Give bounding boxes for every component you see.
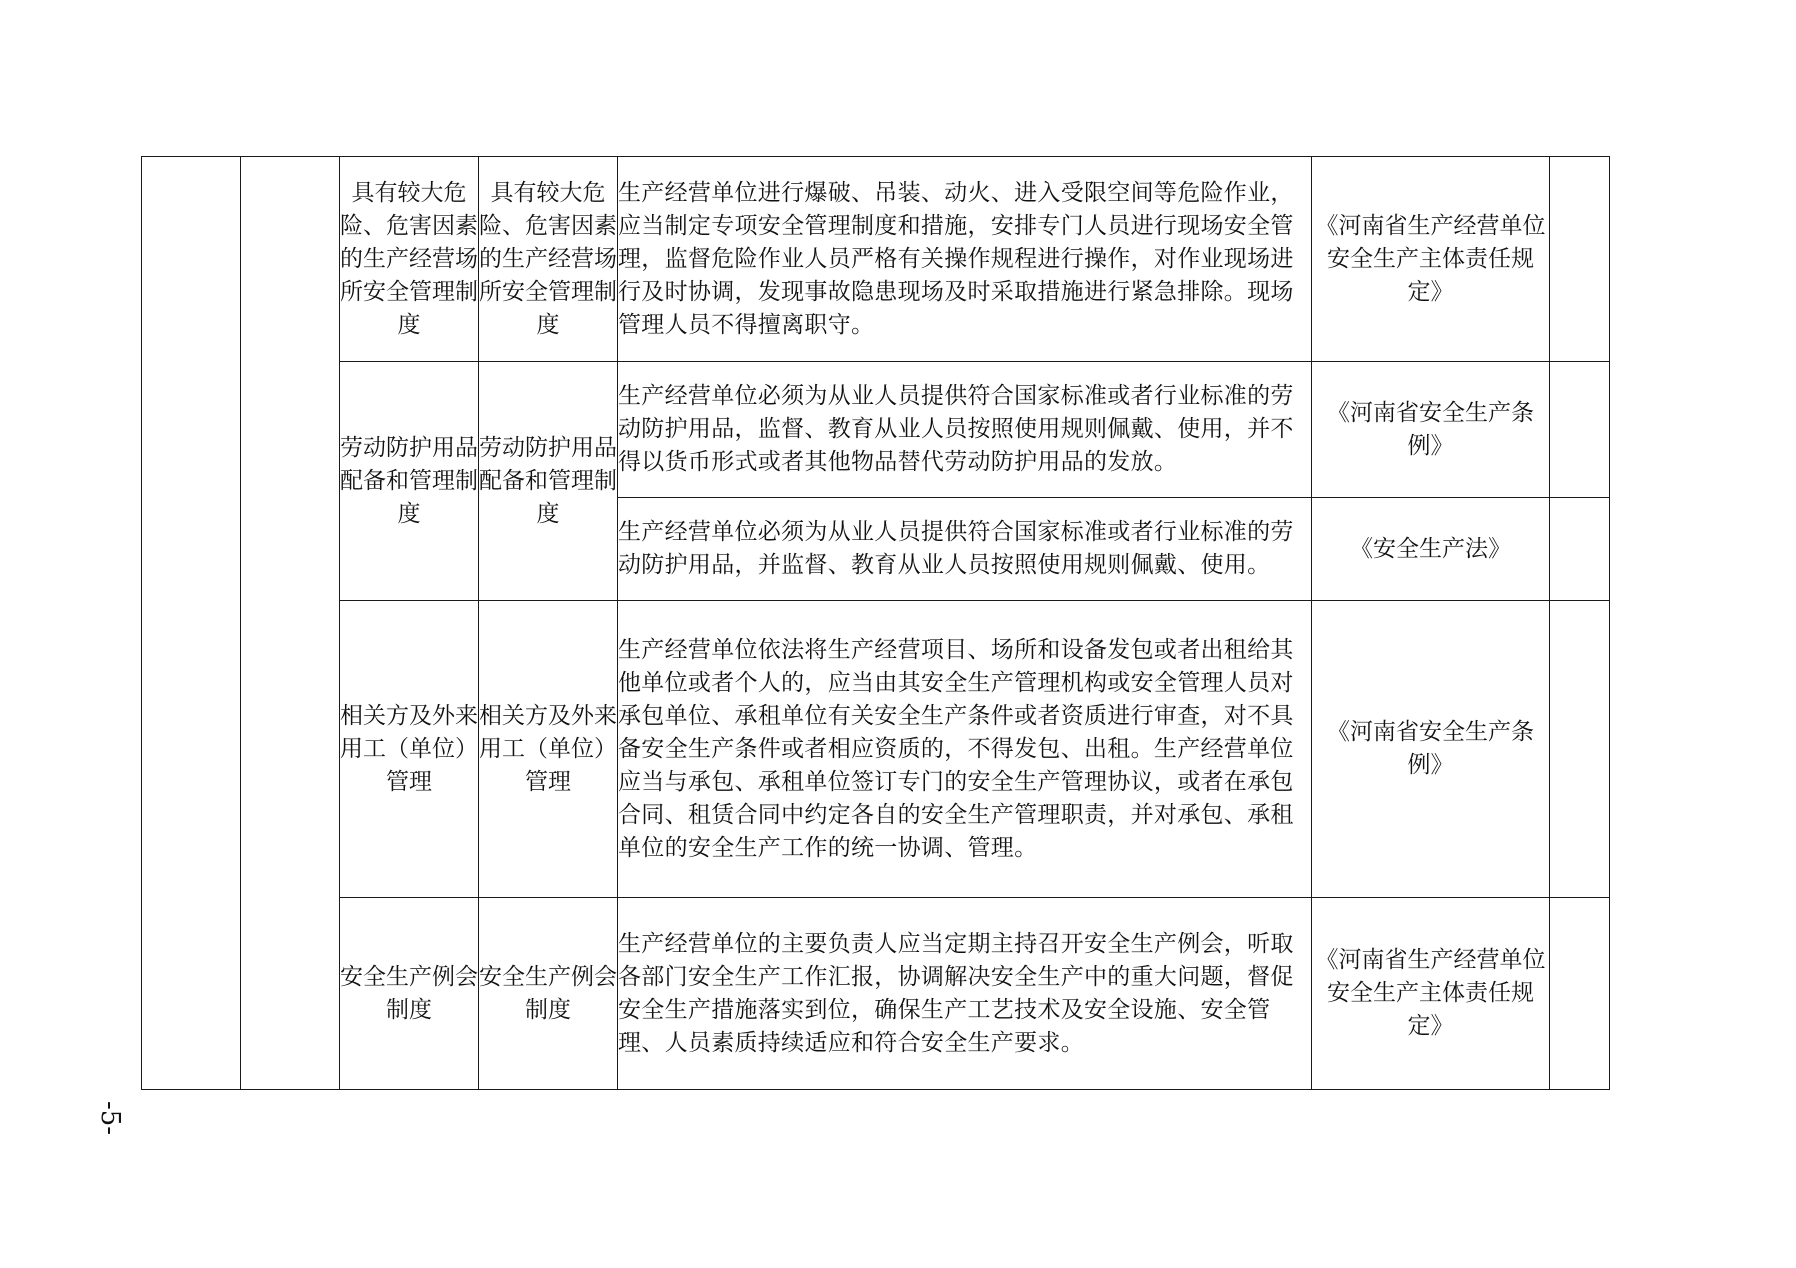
page-number: -5- xyxy=(95,1100,125,1136)
system-name-cell: 具有较大危险、危害因素的生产经营场所安全管理制度 xyxy=(340,157,479,362)
blank-cell-last xyxy=(1550,157,1610,362)
requirement-content-cell: 生产经营单位的主要负责人应当定期主持召开安全生产例会，听取各部门安全生产工作汇报，协调解决安全生产中的重大问题，督促安全生产措施落实到位，确保生产工艺技术及安全设施、安全管理、人员素质持续适应和符合安全生产要求。 xyxy=(618,898,1312,1090)
blank-cell-last xyxy=(1550,898,1610,1090)
blank-cell-col2 xyxy=(241,157,340,1090)
system-name-cell-secondary: 具有较大危险、危害因素的生产经营场所安全管理制度 xyxy=(479,157,618,362)
regulation-table xyxy=(141,156,1610,1090)
requirement-content-cell: 生产经营单位必须为从业人员提供符合国家标准或者行业标准的劳动防护用品，并监督、教育从业人员按照使用规则佩戴、使用。 xyxy=(618,498,1312,601)
requirement-content-cell: 生产经营单位进行爆破、吊装、动火、进入受限空间等危险作业，应当制定专项安全管理制度和措施，安排专门人员进行现场安全管理，监督危险作业人员严格有关操作规程进行操作，对作业现场进行及时协调，发现事故隐患现场及时采取措施进行紧急排除。现场管理人员不得擅离职守。 xyxy=(618,157,1312,362)
blank-cell-col1 xyxy=(142,157,241,1090)
system-name-cell: 相关方及外来用工（单位）管理 xyxy=(340,601,479,898)
table-row xyxy=(142,601,1610,898)
requirement-content-cell: 生产经营单位必须为从业人员提供符合国家标准或者行业标准的劳动防护用品，监督、教育从业人员按照使用规则佩戴、使用，并不得以货币形式或者其他物品替代劳动防护用品的发放。 xyxy=(618,362,1312,498)
system-name-cell: 劳动防护用品配备和管理制度 xyxy=(340,362,479,601)
legal-source-cell: 《河南省安全生产条例》 xyxy=(1312,601,1550,898)
system-name-cell-secondary: 劳动防护用品配备和管理制度 xyxy=(479,362,618,601)
system-name-cell: 安全生产例会制度 xyxy=(340,898,479,1090)
table-row xyxy=(142,362,1610,498)
legal-source-cell: 《河南省安全生产条例》 xyxy=(1312,362,1550,498)
blank-cell-last xyxy=(1550,362,1610,498)
requirement-content-cell: 生产经营单位依法将生产经营项目、场所和设备发包或者出租给其他单位或者个人的，应当由其安全生产管理机构或安全管理人员对承包单位、承租单位有关安全生产条件或者资质进行审查，对不具备安全生产条件或者相应资质的，不得发包、出租。生产经营单位应当与承包、承租单位签订专门的安全生产管理协议，或者在承包合同、租赁合同中约定各自的安全生产管理职责，并对承包、承租单位的安全生产工作的统一协调、管理。 xyxy=(618,601,1312,898)
blank-cell-last xyxy=(1550,601,1610,898)
system-name-cell-secondary: 相关方及外来用工（单位）管理 xyxy=(479,601,618,898)
table-row xyxy=(142,898,1610,1090)
legal-source-cell: 《河南省生产经营单位安全生产主体责任规定》 xyxy=(1312,157,1550,362)
blank-cell-last xyxy=(1550,498,1610,601)
system-name-cell-secondary: 安全生产例会制度 xyxy=(479,898,618,1090)
legal-source-cell: 《安全生产法》 xyxy=(1312,498,1550,601)
legal-source-cell: 《河南省生产经营单位安全生产主体责任规定》 xyxy=(1312,898,1550,1090)
table-row xyxy=(142,157,1610,362)
